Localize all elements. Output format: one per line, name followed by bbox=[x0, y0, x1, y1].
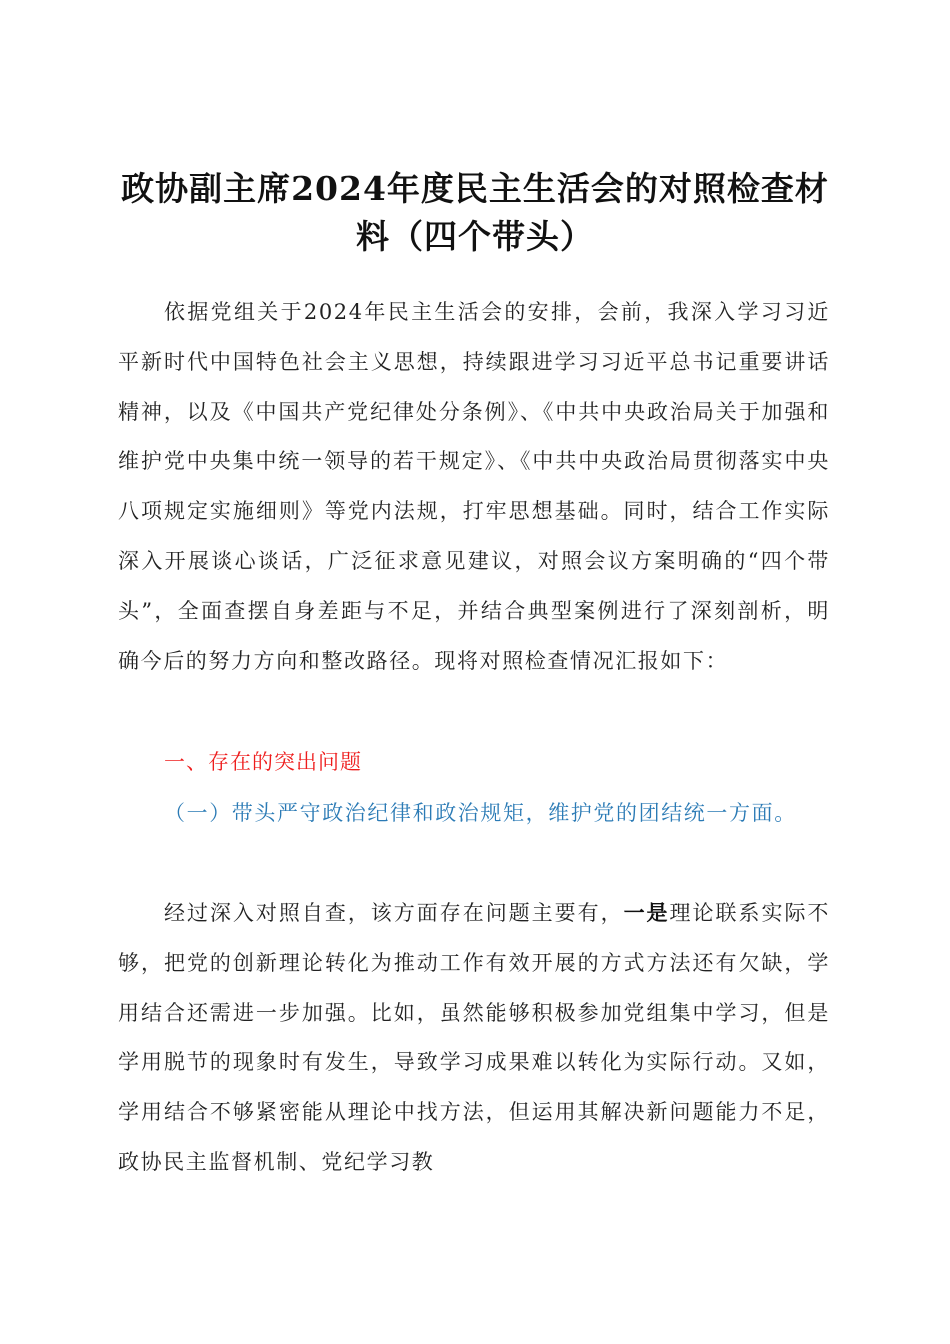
problem-point-marker: 一是 bbox=[623, 900, 670, 925]
intro-paragraph: 依据党组关于2024年民主生活会的安排，会前，我深入学习习近平新时代中国特色社会主义思想，持续跟进学习习近平总书记重要讲话精神，以及《中国共产党纪律处分条例》、《中共中央政治局关于加强和维护党中央集中统一领导的若干规定》、《中共中央政治局贯彻落实中央八项规定实施细则》等党内法规，打牢思想基础。同时，结合工作实际深入开展谈心谈话，广泛征求意见建议，对照会议方案明确的“四个带头”，全面查摆自身差距与不足，并结合典型案例进行了深刻剖析，明确今后的努力方向和整改路径。现将对照检查情况汇报如下： bbox=[118, 300, 830, 673]
problem-paragraph bbox=[118, 888, 830, 1188]
section-heading: 一、存在的突出问题 bbox=[164, 750, 362, 774]
subsection-heading: （一）带头严守政治纪律和政治规矩，维护党的团结统一方面。 bbox=[164, 801, 797, 825]
problem-paragraph-rest: 理论联系实际不够，把党的创新理论转化为推动工作有效开展的方式方法还有欠缺，学用结合还需进一步加强。比如，虽然能够积极参加党组集中学习，但是学用脱节的现象时有发生，导致学习成果难以转化为实际行动。又如，学用结合不够紧密能从理论中找方法，但运用其解决新问题能力不足，政协民主监督机制、党纪学习教 bbox=[118, 901, 831, 1174]
problem-paragraph-prefix: 经过深入对照自查，该方面存在问题主要有， bbox=[164, 901, 624, 925]
document-title: 政协副主席2024年度民主生活会的对照检查材料（四个带头） bbox=[121, 169, 829, 256]
